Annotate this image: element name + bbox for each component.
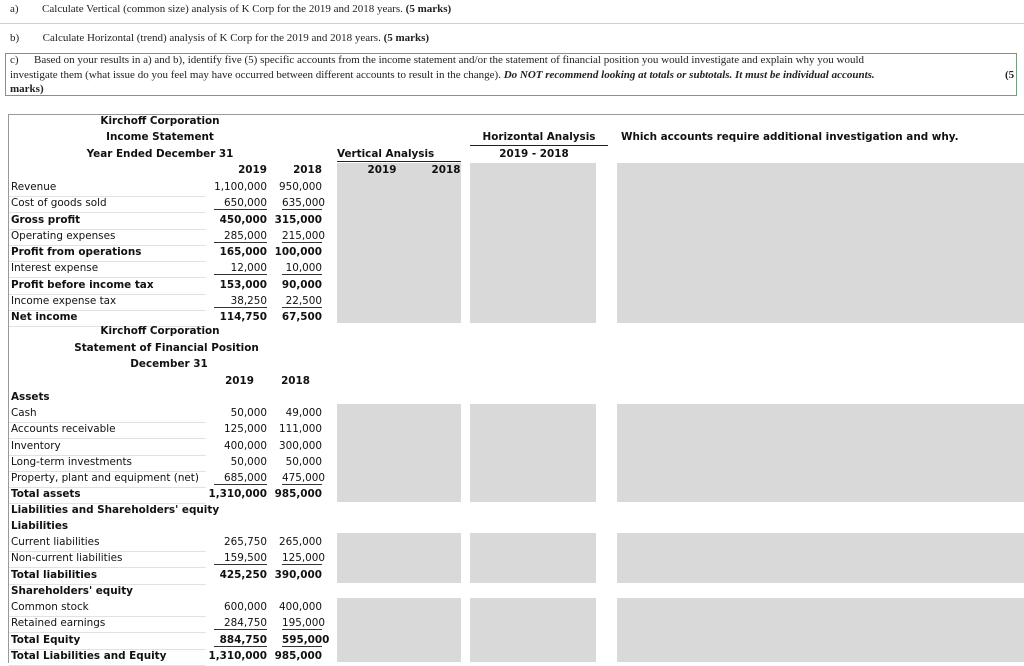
row-label: Net income	[11, 311, 78, 323]
fp-year-2018: 2018	[281, 375, 310, 387]
investigation-title: Which accounts require additional investigation and why.	[621, 131, 959, 143]
row-label: Retained earnings	[11, 617, 106, 630]
liabilities-heading: Liabilities	[11, 520, 69, 532]
is-year-2019: 2019	[238, 164, 267, 176]
value-2018: 215,000	[282, 229, 325, 242]
vertical-year-2019: 2019	[367, 164, 397, 176]
value-2018: 67,500	[281, 311, 322, 323]
is-period: Year Ended December 31	[86, 148, 234, 160]
horizontal-liabilities-answer-area[interactable]	[470, 533, 596, 583]
question-c-line2	[10, 69, 875, 81]
question-c-emphasis: Do NOT recommend looking at totals or subtotals. It must be individual accounts.	[503, 69, 875, 81]
value-2019: 159,500	[214, 552, 267, 565]
value-2018: 595,000	[282, 633, 330, 646]
value-2018: 985,000	[274, 649, 322, 662]
value-2018: 950,000	[279, 181, 322, 193]
fp-date: December 31	[130, 358, 208, 370]
value-2019: 12,000	[214, 262, 267, 275]
row-label: Profit before income tax	[11, 278, 154, 291]
row-label: Current liabilities	[11, 536, 100, 548]
value-2019: 685,000	[214, 472, 267, 485]
vertical-liabilities-answer-area[interactable]	[337, 533, 461, 583]
value-2018: 49,000	[285, 407, 322, 419]
value-2019: 265,750	[224, 536, 267, 548]
vertical-analysis-title: Vertical Analysis	[337, 148, 435, 160]
is-company: Kirchoff Corporation	[100, 115, 220, 127]
row-label: Gross profit	[11, 213, 81, 226]
row-label: Long-term investments	[11, 455, 132, 468]
row-label: Operating expenses	[11, 229, 116, 242]
value-2018: 10,000	[282, 262, 322, 275]
row-label: Property, plant and equipment (net)	[11, 472, 199, 484]
row-label: Cost of goods sold	[11, 197, 107, 210]
value-2018: 195,000	[282, 617, 325, 630]
question-c-marks-a: (5	[1005, 69, 1015, 81]
le-heading: Liabilities and Shareholders' equity	[11, 504, 220, 516]
value-2018: 111,000	[279, 423, 322, 436]
vertical-assets-answer-area[interactable]	[337, 404, 461, 502]
question-a-label: a)	[10, 3, 19, 15]
value-2018: 400,000	[279, 601, 322, 613]
fp-company: Kirchoff Corporation	[100, 325, 220, 337]
horizontal-analysis-title: Horizontal Analysis	[482, 131, 596, 143]
fp-year-2019: 2019	[225, 375, 254, 387]
question-b-marks: (5 marks)	[383, 32, 430, 44]
value-2019: 884,750	[214, 634, 267, 647]
question-c-text1: Based on your results in a) and b), identify five (5) specific accounts from the income statement and/or the statement of financial position you would investigate and explain why you would	[34, 54, 865, 66]
vertical-analysis-underline	[337, 161, 461, 162]
value-2019: 425,250	[219, 568, 267, 581]
equity-heading: Shareholders' equity	[11, 585, 133, 597]
value-2018: 315,000	[274, 213, 322, 226]
question-c-label: c)	[10, 54, 19, 66]
value-2019: 450,000	[219, 213, 267, 226]
question-c-marks-b: marks)	[10, 83, 44, 95]
value-2018: 265,000	[279, 536, 322, 548]
row-label: Cash	[11, 407, 37, 419]
question-b-text: Calculate Horizontal (trend) analysis of K Corp for the 2019 and 2018 years.	[42, 32, 381, 44]
value-2019: 50,000	[230, 455, 267, 468]
divider	[0, 23, 1024, 24]
row-label: Total assets	[11, 488, 81, 501]
question-a	[10, 3, 451, 15]
investigation-assets-answer-area[interactable]	[617, 404, 1024, 502]
value-2018: 100,000	[274, 246, 322, 258]
value-2018: 635,000	[282, 197, 325, 210]
row-label: Inventory	[11, 439, 61, 452]
investigation-liabilities-answer-area[interactable]	[617, 533, 1024, 583]
question-b-label: b)	[10, 32, 20, 44]
value-2019: 285,000	[214, 230, 267, 243]
investigation-is-answer-area[interactable]	[617, 163, 1024, 323]
row-label: Accounts receivable	[11, 423, 116, 436]
assets-heading: Assets	[11, 391, 50, 403]
value-2019: 114,750	[219, 311, 267, 323]
value-2019: 284,750	[214, 617, 267, 630]
question-c-line1	[10, 54, 864, 66]
is-title: Income Statement	[106, 131, 214, 143]
question-a-marks: (5 marks)	[405, 3, 452, 15]
investigation-equity-answer-area[interactable]	[617, 598, 1024, 662]
value-2019: 1,100,000	[214, 181, 267, 193]
question-b	[10, 32, 429, 44]
row-label: Total Equity	[11, 633, 81, 646]
row-label: Income expense tax	[11, 294, 117, 307]
value-2018: 125,000	[282, 552, 325, 565]
vertical-year-2018: 2018	[431, 164, 461, 176]
value-2019: 1,310,000	[208, 649, 267, 662]
value-2018: 22,500	[282, 295, 322, 308]
value-2018: 475,000	[282, 472, 325, 484]
horizontal-is-answer-area[interactable]	[470, 163, 596, 323]
value-2019: 38,250	[214, 295, 267, 308]
value-2019: 125,000	[224, 423, 267, 436]
horizontal-assets-answer-area[interactable]	[470, 404, 596, 502]
vertical-is-answer-area[interactable]	[337, 163, 461, 323]
is-year-2018: 2018	[293, 164, 322, 176]
question-c-text2: investigate them (what issue do you feel may have occurred between different accounts to result in the change).	[10, 69, 501, 81]
value-2018: 300,000	[279, 439, 322, 452]
row-label: Interest expense	[11, 262, 99, 275]
fp-title: Statement of Financial Position	[74, 342, 259, 354]
horizontal-analysis-period: 2019 - 2018	[499, 148, 569, 160]
horizontal-analysis-underline	[470, 145, 608, 146]
question-a-text: Calculate Vertical (common size) analysis of K Corp for the 2019 and 2018 years.	[42, 3, 403, 15]
row-label: Revenue	[11, 181, 57, 193]
value-2018: 50,000	[285, 455, 322, 468]
row-label: Non-current liabilities	[11, 552, 123, 565]
row-label: Total Liabilities and Equity	[11, 649, 167, 662]
row-label: Total liabilities	[11, 568, 98, 581]
value-2019: 153,000	[219, 278, 267, 291]
value-2018: 390,000	[274, 568, 322, 581]
value-2019: 50,000	[230, 407, 267, 419]
value-2019: 165,000	[219, 246, 267, 258]
row-label: Common stock	[11, 601, 89, 613]
vertical-equity-answer-area[interactable]	[337, 598, 461, 662]
value-2018: 985,000	[274, 488, 322, 501]
value-2019: 650,000	[214, 197, 267, 210]
value-2019: 400,000	[224, 439, 267, 452]
value-2019: 600,000	[224, 601, 267, 613]
row-label: Profit from operations	[11, 246, 142, 258]
value-2018: 90,000	[281, 278, 322, 291]
value-2019: 1,310,000	[208, 488, 267, 501]
horizontal-equity-answer-area[interactable]	[470, 598, 596, 662]
